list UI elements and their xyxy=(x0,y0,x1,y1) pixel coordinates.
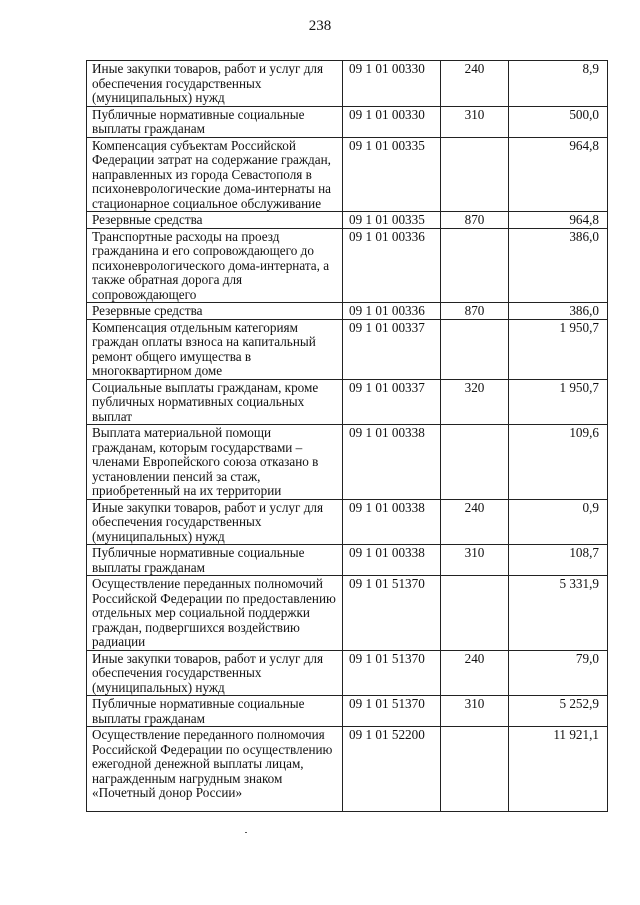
row-code-cell: 09 1 01 00336 xyxy=(343,228,441,303)
row-code-cell: 09 1 01 51370 xyxy=(343,576,441,651)
row-name-cell: Осуществление переданных полномочий Российской Федерации по предоставлению отдельных мер социальной поддержки граждан, подвергшихся воздействию радиации xyxy=(87,576,343,651)
row-name-cell: Компенсация отдельным категориям граждан оплаты взноса на капитальный ремонт общего имущества в многоквартирном доме xyxy=(87,319,343,379)
row-kvr-cell xyxy=(441,425,509,500)
scan-speck xyxy=(245,832,247,833)
table-row xyxy=(87,212,608,229)
row-sum-cell: 964,8 xyxy=(509,137,608,212)
row-code-cell: 09 1 01 00338 xyxy=(343,499,441,545)
table-row xyxy=(87,576,608,651)
row-code-cell: 09 1 01 00338 xyxy=(343,545,441,576)
row-kvr-cell: 310 xyxy=(441,696,509,727)
row-code-cell: 09 1 01 00330 xyxy=(343,61,441,107)
table-row xyxy=(87,61,608,107)
row-sum-cell: 11 921,1 xyxy=(509,727,608,812)
row-kvr-cell xyxy=(441,319,509,379)
row-kvr-cell: 320 xyxy=(441,379,509,425)
row-code-cell: 09 1 01 52200 xyxy=(343,727,441,812)
row-kvr-cell: 310 xyxy=(441,545,509,576)
row-name-cell: Выплата материальной помощи гражданам, которым государствами – членами Европейского союза отказано в установлении пенсий за стаж, приобретенный на их территории xyxy=(87,425,343,500)
row-name-cell: Осуществление переданного полномочия Российской Федерации по осуществлению ежегодной денежной выплаты лицам, награжденным нагрудным знаком «Почетный донор России» xyxy=(87,727,343,812)
row-code-cell: 09 1 01 00338 xyxy=(343,425,441,500)
row-sum-cell: 8,9 xyxy=(509,61,608,107)
row-sum-cell: 386,0 xyxy=(509,303,608,320)
table-row xyxy=(87,499,608,545)
row-kvr-cell xyxy=(441,727,509,812)
budget-table xyxy=(86,60,608,812)
row-sum-cell: 0,9 xyxy=(509,499,608,545)
row-code-cell: 09 1 01 51370 xyxy=(343,650,441,696)
table-row xyxy=(87,303,608,320)
row-sum-cell: 1 950,7 xyxy=(509,319,608,379)
row-code-cell: 09 1 01 00330 xyxy=(343,106,441,137)
row-kvr-cell: 240 xyxy=(441,499,509,545)
row-kvr-cell xyxy=(441,228,509,303)
row-code-cell: 09 1 01 00335 xyxy=(343,212,441,229)
table-row xyxy=(87,696,608,727)
row-name-cell: Резервные средства xyxy=(87,212,343,229)
table-row xyxy=(87,137,608,212)
row-code-cell: 09 1 01 00336 xyxy=(343,303,441,320)
row-sum-cell: 79,0 xyxy=(509,650,608,696)
budget-table-body xyxy=(87,61,608,812)
row-name-cell: Социальные выплаты гражданам, кроме публичных нормативных социальных выплат xyxy=(87,379,343,425)
table-row xyxy=(87,228,608,303)
row-sum-cell: 5 252,9 xyxy=(509,696,608,727)
table-row xyxy=(87,650,608,696)
row-name-cell: Публичные нормативные социальные выплаты гражданам xyxy=(87,106,343,137)
row-name-cell: Публичные нормативные социальные выплаты гражданам xyxy=(87,696,343,727)
row-kvr-cell xyxy=(441,576,509,651)
row-name-cell: Транспортные расходы на проезд гражданина и его сопровождающего до психоневрологического дома-интерната, а также обратная дорога для сопровождающего xyxy=(87,228,343,303)
row-code-cell: 09 1 01 51370 xyxy=(343,696,441,727)
row-kvr-cell xyxy=(441,137,509,212)
table-row xyxy=(87,106,608,137)
row-name-cell: Иные закупки товаров, работ и услуг для обеспечения государственных (муниципальных) нужд xyxy=(87,499,343,545)
row-sum-cell: 500,0 xyxy=(509,106,608,137)
row-kvr-cell: 240 xyxy=(441,650,509,696)
table-row xyxy=(87,727,608,812)
table-row xyxy=(87,545,608,576)
row-sum-cell: 108,7 xyxy=(509,545,608,576)
row-sum-cell: 109,6 xyxy=(509,425,608,500)
row-code-cell: 09 1 01 00337 xyxy=(343,379,441,425)
row-code-cell: 09 1 01 00335 xyxy=(343,137,441,212)
table-row xyxy=(87,319,608,379)
row-sum-cell: 964,8 xyxy=(509,212,608,229)
row-sum-cell: 386,0 xyxy=(509,228,608,303)
row-kvr-cell: 240 xyxy=(441,61,509,107)
table-row xyxy=(87,425,608,500)
row-name-cell: Иные закупки товаров, работ и услуг для обеспечения государственных (муниципальных) нужд xyxy=(87,61,343,107)
row-name-cell: Иные закупки товаров, работ и услуг для обеспечения государственных (муниципальных) нужд xyxy=(87,650,343,696)
row-name-cell: Публичные нормативные социальные выплаты гражданам xyxy=(87,545,343,576)
row-code-cell: 09 1 01 00337 xyxy=(343,319,441,379)
row-kvr-cell: 870 xyxy=(441,212,509,229)
page-number: 238 xyxy=(308,18,332,34)
table-row xyxy=(87,379,608,425)
row-sum-cell: 1 950,7 xyxy=(509,379,608,425)
row-name-cell: Компенсация субъектам Российской Федерации затрат на содержание граждан, направленных из города Севастополя в психоневрологические дома-интернаты на стационарное социальное обслуживание xyxy=(87,137,343,212)
row-name-cell: Резервные средства xyxy=(87,303,343,320)
row-kvr-cell: 870 xyxy=(441,303,509,320)
row-sum-cell: 5 331,9 xyxy=(509,576,608,651)
row-kvr-cell: 310 xyxy=(441,106,509,137)
